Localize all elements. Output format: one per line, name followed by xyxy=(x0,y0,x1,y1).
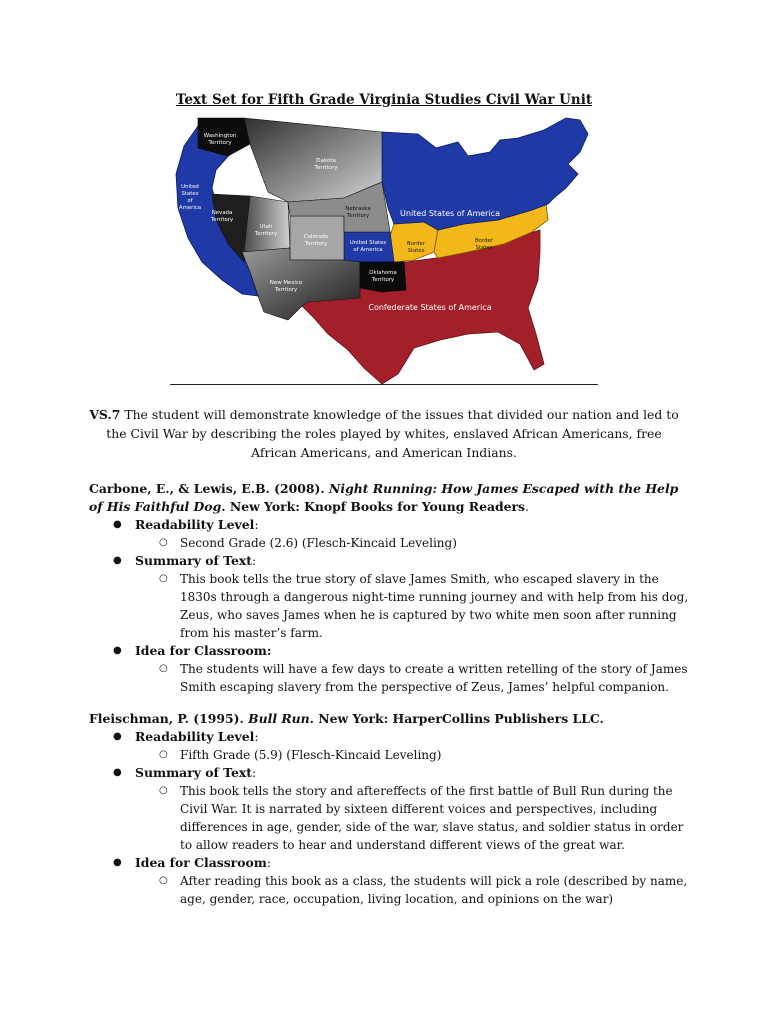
idea-section xyxy=(89,642,689,696)
label-dakota-1: Dakota xyxy=(316,158,336,164)
label-dakota-2: Territory xyxy=(314,165,338,171)
bullet-icon: ● xyxy=(113,767,122,778)
label-utah-2: Territory xyxy=(254,231,278,237)
label-oregon-4: America xyxy=(178,205,202,211)
dakota-territory-region xyxy=(244,118,382,202)
citation-title: Night Running: How James Escaped with the Help of His Faithful Dog xyxy=(89,481,679,514)
entry-details xyxy=(89,516,689,696)
book-entry-carbone xyxy=(89,480,689,696)
readability-section xyxy=(89,728,689,764)
label-oregon-1: United xyxy=(181,184,199,190)
circle-bullet-icon: ○ xyxy=(159,663,168,674)
summary-list xyxy=(135,570,689,642)
summary-list xyxy=(135,782,689,854)
document-title: Text Set for Fifth Grade Virginia Studies Civil War Unit xyxy=(175,92,593,108)
bullet-icon: ● xyxy=(113,519,122,530)
colon: : xyxy=(251,765,257,780)
label-union: United States of America xyxy=(400,209,500,218)
label-nevada-2: Territory xyxy=(210,217,234,223)
summary-section xyxy=(89,552,689,642)
civil-war-map xyxy=(168,112,600,384)
label-nebraska-1: Nebraska xyxy=(345,206,371,212)
label-colorado-1: Colorado xyxy=(303,234,329,240)
bullet-icon: ● xyxy=(113,731,122,742)
readability-label: Readability Level xyxy=(135,729,255,744)
summary-label: Summary of Text xyxy=(135,553,252,568)
label-border-east-2: States xyxy=(475,245,493,251)
standard-label: VS.7 xyxy=(89,407,121,422)
label-border-west-1: Border xyxy=(406,241,426,247)
label-border-east-1: Border xyxy=(474,238,494,244)
bullet-icon: ● xyxy=(113,645,122,656)
circle-bullet-icon: ○ xyxy=(159,875,168,886)
colon: : xyxy=(254,729,259,744)
label-washington-1: Washington xyxy=(203,133,237,139)
citation xyxy=(89,710,689,728)
idea-item xyxy=(135,660,689,696)
label-oklahoma-1: Oklahoma xyxy=(369,270,397,276)
readability-item xyxy=(135,534,689,552)
label-kansas-1: United States xyxy=(349,240,387,246)
summary-value: This book tells the true story of slave James Smith, who escaped slavery in the 1830s through a dangerous night-time running journey and with help from his dog, Zeus, who saves James when he is captured by two white men soon after running from his master’s farm. xyxy=(180,572,689,640)
label-confederate: Confederate States of America xyxy=(368,303,492,312)
standard-statement xyxy=(86,405,682,462)
label-oregon-3: of xyxy=(187,198,193,204)
bullet-icon: ● xyxy=(113,857,122,868)
readability-list xyxy=(135,534,689,552)
label-oregon-2: States xyxy=(181,191,199,197)
circle-bullet-icon: ○ xyxy=(159,785,168,796)
colon: : xyxy=(251,553,257,568)
colon: : xyxy=(254,517,259,532)
book-entry-fleischman xyxy=(89,710,689,908)
readability-label: Readability Level xyxy=(135,517,255,532)
entry-details xyxy=(89,728,689,908)
standard-text: The student will demonstrate knowledge of the issues that divided our nation and led to the Civil War by describing the roles played by whites, enslaved African Americans, free African Americans, and American Indians. xyxy=(106,407,679,460)
label-washington-2: Territory xyxy=(208,140,232,146)
horizontal-rule xyxy=(170,384,598,385)
readability-item xyxy=(135,746,689,764)
summary-value: This book tells the story and aftereffects of the first battle of Bull Run during the Civil War. It is narrated by sixteen different voices and perspectives, including differences in age, gender, side of the war, slave status, and soldier status in order to allow readers to hear and understand different views of the great war. xyxy=(180,784,684,852)
readability-value: Second Grade (2.6) (Flesch-Kincaid Leveling) xyxy=(180,536,457,550)
bullet-icon: ● xyxy=(113,555,122,566)
label-nevada-1: Nevada xyxy=(211,210,233,216)
readability-value: Fifth Grade (5.9) (Flesch-Kincaid Leveling) xyxy=(180,748,442,762)
idea-label: Idea for Classroom xyxy=(135,855,267,870)
idea-list xyxy=(135,660,689,696)
label-utah-1: Utah xyxy=(259,224,273,230)
summary-section xyxy=(89,764,689,854)
civil-war-map-svg xyxy=(168,112,600,384)
circle-bullet-icon: ○ xyxy=(159,749,168,760)
citation-author: Fleischman, P. (1995). xyxy=(89,711,249,726)
label-border-west-2: States xyxy=(407,248,425,254)
label-kansas-2: of America xyxy=(353,247,383,253)
idea-list xyxy=(135,872,689,908)
idea-value: After reading this book as a class, the students will pick a role (described by name, age, gender, race, occupation, living location, and opinions on the war) xyxy=(180,874,688,906)
label-nebraska-2: Territory xyxy=(346,213,370,219)
label-oklahoma-2: Territory xyxy=(371,277,395,283)
label-colorado-2: Territory xyxy=(304,241,328,247)
summary-label: Summary of Text xyxy=(135,765,252,780)
summary-item xyxy=(135,570,689,642)
citation-publisher: . New York: Knopf Books for Young Readers xyxy=(221,499,526,514)
colon: : xyxy=(266,855,272,870)
readability-section xyxy=(89,516,689,552)
citation-tail: . xyxy=(525,499,529,514)
summary-item xyxy=(135,782,689,854)
citation-title: Bull Run xyxy=(248,711,310,726)
label-new-mexico-1: New Mexico xyxy=(269,280,303,286)
circle-bullet-icon: ○ xyxy=(159,537,168,548)
citation-author: Carbone, E., & Lewis, E.B. (2008). xyxy=(89,481,330,496)
circle-bullet-icon: ○ xyxy=(159,573,168,584)
citation-publisher: . New York: HarperCollins Publishers LLC. xyxy=(309,711,604,726)
citation xyxy=(89,480,689,516)
readability-list xyxy=(135,746,689,764)
label-new-mexico-2: Territory xyxy=(274,287,298,293)
idea-section xyxy=(89,854,689,908)
idea-value: The students will have a few days to create a written retelling of the story of James Smith escaping slavery from the perspective of Zeus, James’ helpful companion. xyxy=(180,662,688,694)
idea-item xyxy=(135,872,689,908)
idea-label: Idea for Classroom: xyxy=(135,643,272,658)
